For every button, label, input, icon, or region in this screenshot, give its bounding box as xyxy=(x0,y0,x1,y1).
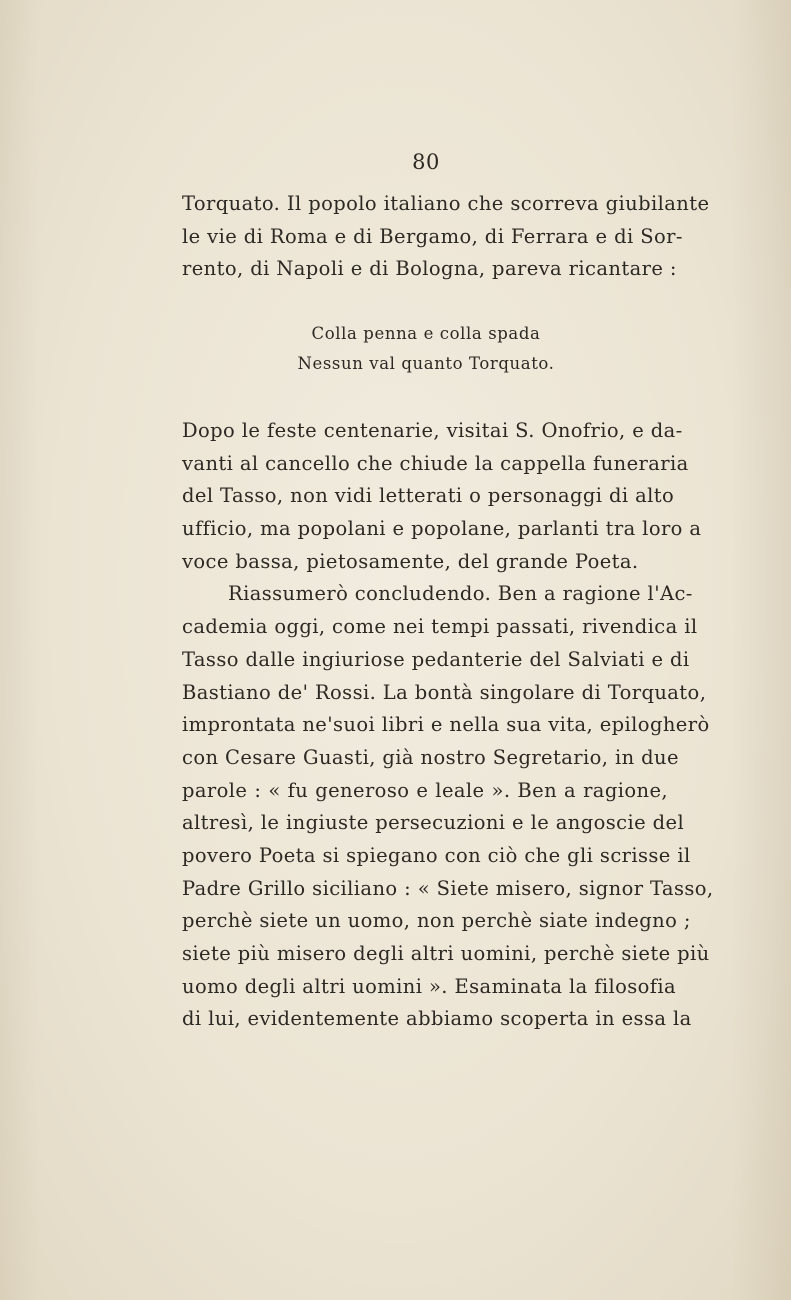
text-line: Bastiano de' Rossi. La bontà singolare di Torquato, xyxy=(182,680,707,704)
text-line: Riassumerò concludendo. Ben a ragione l'Ac- xyxy=(228,582,693,606)
page-right-edge-shading xyxy=(731,0,791,1300)
text-line: del Tasso, non vidi letterati o personaggi di alto xyxy=(182,484,675,508)
text-line: Torquato. Il popolo italiano che scorreva giubilante xyxy=(182,192,710,215)
text-line: siete più misero degli altri uomini, perchè siete più xyxy=(182,942,710,965)
page-number: 80 xyxy=(412,150,440,174)
page-left-edge-shading xyxy=(0,0,40,1300)
text-line: vanti al cancello che chiude la cappella funeraria xyxy=(182,451,689,475)
text-line: parole : « fu generoso e leale ». Ben a ragione, xyxy=(182,778,668,802)
text-line: di lui, evidentemente abbiamo scoperta in essa la xyxy=(182,1007,692,1031)
text-line: uomo degli altri uomini ». Esaminata la filosofia xyxy=(182,974,677,998)
text-line: improntata ne'suoi libri e nella sua vita, epilogherò xyxy=(182,713,710,737)
verse-line: Colla penna e colla spada xyxy=(311,324,541,343)
main-text xyxy=(182,415,714,1036)
text-line: voce bassa, pietosamente, del grande Poeta. xyxy=(182,549,639,573)
verse-line: Nessun val quanto Torquato. xyxy=(297,354,555,373)
text-line: perchè siete un uomo, non perchè siate indegno ; xyxy=(182,909,691,933)
text-line: ufficio, ma popolani e popolane, parlanti tra loro a xyxy=(182,517,702,541)
verse-quote xyxy=(0,319,791,379)
text-line: rento, di Napoli e di Bologna, pareva ricantare : xyxy=(182,257,677,281)
text-line: Padre Grillo siciliano : « Siete misero, signor Tasso, xyxy=(182,876,714,900)
text-line: con Cesare Guasti, già nostro Segretario, in due xyxy=(182,745,679,769)
text-line: altresì, le ingiuste persecuzioni e le angoscie del xyxy=(182,811,685,835)
text-line: cademia oggi, come nei tempi passati, rivendica il xyxy=(182,615,698,639)
text-line: le vie di Roma e di Bergamo, di Ferrara e di Sor- xyxy=(182,224,683,248)
text-line: Tasso dalle ingiuriose pedanterie del Salviati e di xyxy=(182,647,690,671)
text-line: povero Poeta si spiegano con ciò che gli scrisse il xyxy=(182,843,691,867)
intro-paragraph xyxy=(182,188,710,286)
text-line: Dopo le feste centenarie, visitai S. Onofrio, e da- xyxy=(182,419,683,442)
